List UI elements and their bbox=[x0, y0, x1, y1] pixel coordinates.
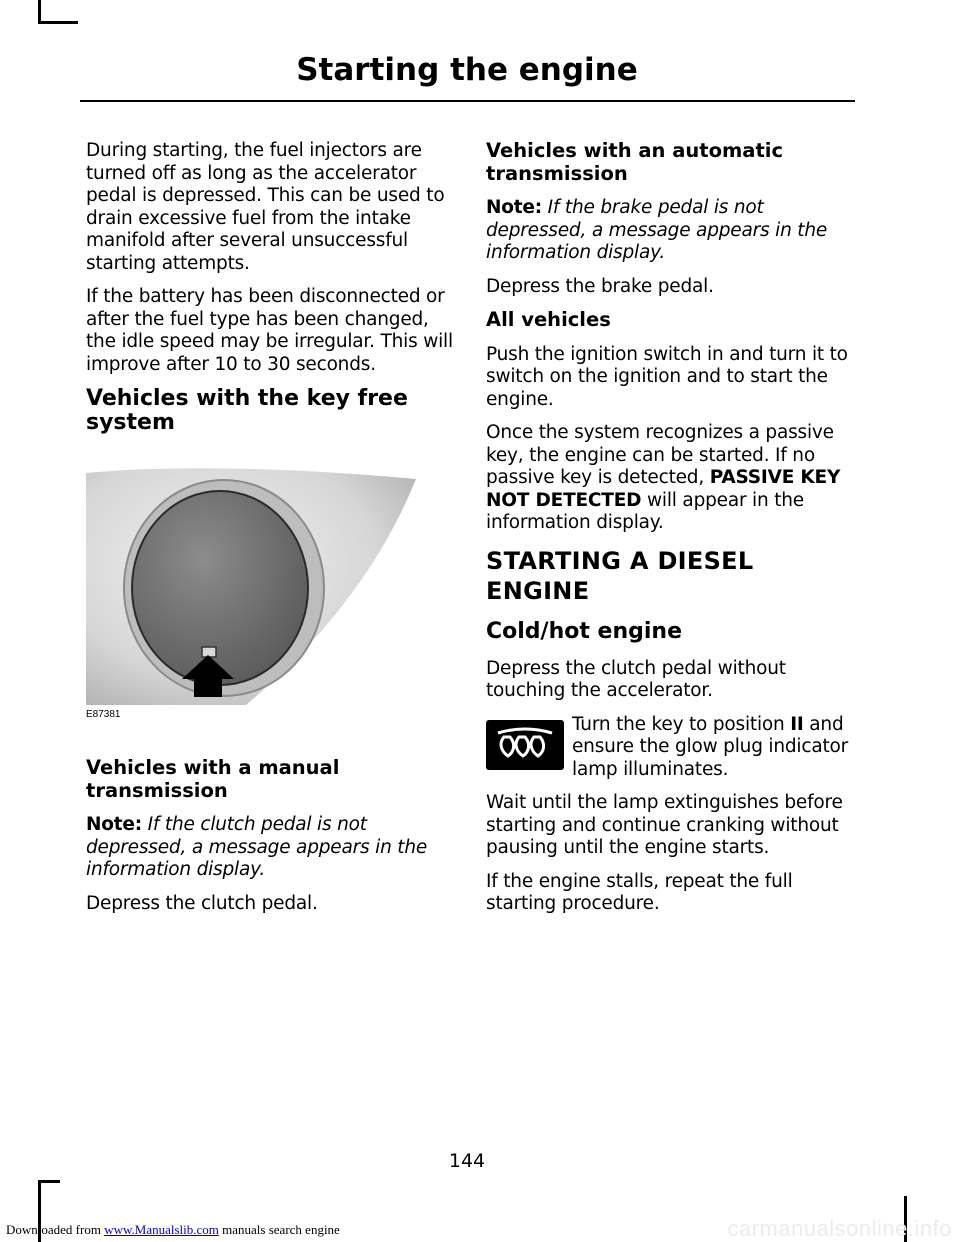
ignition-switch-illustration bbox=[86, 453, 426, 713]
ignition-switch-figure bbox=[86, 453, 426, 729]
turn-key-text: Turn the key to position bbox=[572, 713, 791, 735]
stall-paragraph: If the engine stalls, repeat the full starting procedure. bbox=[486, 870, 793, 914]
key-position: II bbox=[790, 713, 804, 735]
depress-clutch-paragraph: Depress the clutch pedal without touching the accelerator. bbox=[486, 657, 786, 701]
wait-lamp-paragraph: Wait until the lamp extinguishes before starting and continue cranking without pausing until the engine starts. bbox=[486, 792, 843, 858]
right-column bbox=[486, 140, 858, 927]
passive-key-text: Once the system recognizes a passive key, the engine can be started. If no passive key is detected, bbox=[486, 422, 834, 488]
clutch-paragraph: Depress the clutch pedal. bbox=[86, 892, 318, 914]
ignition-switch-button bbox=[132, 491, 308, 685]
manual-note bbox=[86, 814, 454, 882]
crop-mark-top-left-h bbox=[38, 21, 78, 24]
cold-hot-heading: Cold/hot engine bbox=[486, 618, 682, 644]
manualslib-link[interactable]: www.Manualslib.com bbox=[104, 1222, 219, 1237]
note-text: If the clutch pedal is not depressed, a message appears in the information display. bbox=[86, 814, 428, 880]
page-number: 144 bbox=[448, 1150, 486, 1172]
automatic-transmission-heading: Vehicles with an automatic transmission bbox=[486, 139, 784, 185]
brake-paragraph: Depress the brake pedal. bbox=[486, 275, 714, 297]
passive-key-paragraph bbox=[486, 422, 858, 535]
glow-plug-row bbox=[486, 714, 858, 782]
note-text: If the brake pedal is not depressed, a message appears in the information display. bbox=[486, 197, 828, 263]
push-switch-paragraph: Push the ignition switch in and turn it to switch on the ignition and to start the engine. bbox=[486, 343, 848, 410]
note-label: Note: bbox=[86, 814, 142, 835]
automatic-note bbox=[486, 197, 858, 265]
keyfree-heading: Vehicles with the key free system bbox=[86, 386, 408, 435]
passive-key-text-end: will appear in the information display. bbox=[486, 489, 804, 533]
starting-injectors-paragraph: During starting, the fuel injectors are turned off as long as the accelerator pedal is depressed. This can be used to drain excessive fuel from the intake manifold after several unsuccessful starting attempts. bbox=[86, 140, 445, 274]
watermark: carmanualsonline.info bbox=[727, 1216, 952, 1241]
turn-key-paragraph bbox=[572, 714, 858, 782]
left-column bbox=[86, 140, 454, 926]
crop-mark-bottom-left-h bbox=[38, 1180, 60, 1183]
title-rule bbox=[80, 100, 855, 102]
page-title: Starting the engine bbox=[296, 52, 638, 88]
glow-plug-icon bbox=[486, 720, 564, 770]
all-vehicles-heading: All vehicles bbox=[486, 308, 611, 331]
diesel-section-heading: STARTING A DIESEL ENGINE bbox=[486, 546, 754, 605]
turn-key-text-end: and ensure the glow plug indicator lamp illuminates. bbox=[572, 713, 849, 780]
passive-key-message: PASSIVE KEY NOT DETECTED bbox=[486, 467, 841, 511]
download-footer bbox=[6, 1222, 340, 1238]
download-prefix: Downloaded from bbox=[6, 1222, 105, 1237]
note-label: Note: bbox=[486, 197, 542, 218]
manual-transmission-heading: Vehicles with a manual transmission bbox=[86, 756, 340, 802]
figure-code: E87381 bbox=[86, 709, 121, 720]
switch-notch bbox=[202, 647, 216, 657]
download-suffix: manuals search engine bbox=[218, 1222, 340, 1237]
battery-paragraph: If the battery has been disconnected or after the fuel type has been changed, the idle speed may be irregular. This will improve after 10 to 30 seconds. bbox=[86, 286, 453, 375]
